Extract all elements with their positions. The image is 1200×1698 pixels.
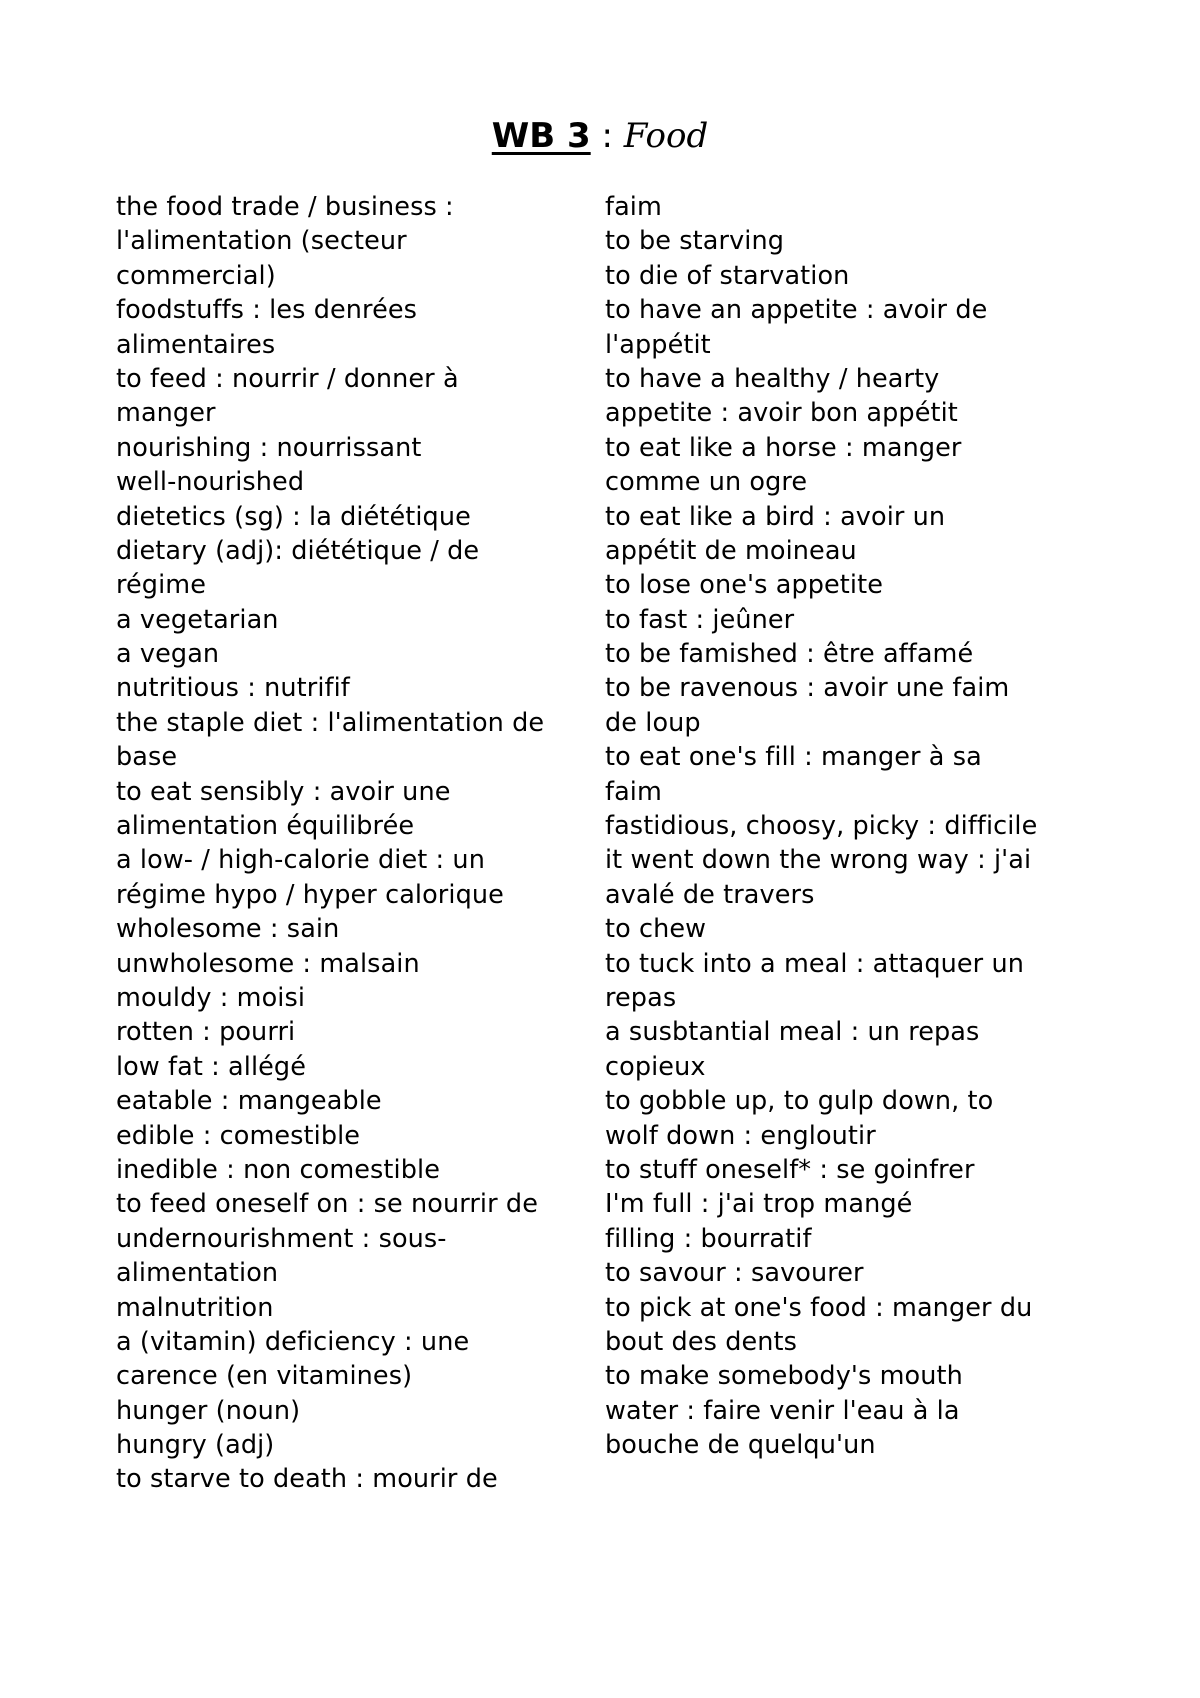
vocab-line: filling : bourratif — [605, 1223, 812, 1254]
vocab-line: l'alimentation (secteur — [116, 226, 407, 257]
vocab-line: dietary (adj): diététique / de — [116, 535, 480, 566]
vocab-line: bout des dents — [605, 1326, 798, 1357]
vocab-line: to chew — [605, 914, 707, 945]
vocab-line: edible : comestible — [116, 1120, 361, 1151]
vocab-line: to feed oneself on : se nourrir de — [116, 1189, 538, 1220]
vocab-line: to eat sensibly : avoir une — [116, 776, 451, 807]
vocab-line: to have a healthy / hearty — [605, 363, 940, 394]
vocab-line: to eat like a bird : avoir un — [605, 501, 946, 532]
vocab-line: to feed : nourrir / donner à — [116, 363, 459, 394]
vocab-line: I'm full : j'ai trop mangé — [605, 1189, 913, 1220]
vocab-line: copieux — [605, 1051, 706, 1082]
vocab-line: to eat like a horse : manger — [605, 432, 962, 463]
vocab-line: the staple diet : l'alimentation de — [116, 707, 545, 738]
vocab-line: to gobble up, to gulp down, to — [605, 1086, 994, 1117]
vocab-line: wholesome : sain — [116, 914, 340, 945]
vocab-line: régime — [116, 570, 207, 601]
vocab-line: a low- / high-calorie diet : un — [116, 845, 485, 876]
vocab-line: nutritious : nutrifif — [116, 673, 350, 704]
vocab-line: to starve to death : mourir de — [116, 1464, 498, 1495]
vocab-line: it went down the wrong way : j'ai — [605, 845, 1032, 876]
vocab-line: to be ravenous : avoir une faim — [605, 673, 1010, 704]
title-separator: : — [601, 116, 613, 156]
vocab-line: unwholesome : malsain — [116, 948, 420, 979]
vocab-line: a vegan — [116, 639, 220, 670]
vocab-line: de loup — [605, 707, 701, 738]
vocab-line: to eat one's fill : manger à sa — [605, 742, 982, 773]
vocab-line: régime hypo / hyper calorique — [116, 879, 504, 910]
vocab-line: rotten : pourri — [116, 1017, 296, 1048]
vocab-line: wolf down : engloutir — [605, 1120, 876, 1151]
vocab-line: to be starving — [605, 226, 785, 257]
vocab-line: to make somebody's mouth — [605, 1361, 963, 1392]
vocab-line: a vegetarian — [116, 604, 279, 635]
vocabulary-column-right — [605, 190, 1105, 1462]
vocab-line: nourishing : nourrissant — [116, 432, 422, 463]
vocab-line: to have an appetite : avoir de — [605, 295, 988, 326]
vocab-line: faim — [605, 776, 662, 807]
vocab-line: hunger (noun) — [116, 1395, 301, 1426]
vocab-line: avalé de travers — [605, 879, 815, 910]
title-code: WB 3 — [491, 116, 591, 156]
vocab-line: commercial) — [116, 260, 276, 291]
vocab-line: to die of starvation — [605, 260, 850, 291]
vocab-line: l'appétit — [605, 329, 711, 360]
vocab-line: undernourishment : sous- — [116, 1223, 447, 1254]
vocab-line: to savour : savourer — [605, 1258, 864, 1289]
vocab-line: foodstuffs : les denrées — [116, 295, 418, 326]
vocab-line: to be famished : être affamé — [605, 639, 974, 670]
vocab-line: to fast : jeûner — [605, 604, 795, 635]
vocab-line: hungry (adj) — [116, 1430, 275, 1461]
vocab-line: dietetics (sg) : la diététique — [116, 501, 471, 532]
page-title — [0, 114, 1200, 158]
vocab-line: faim — [605, 192, 662, 222]
vocab-line: appetite : avoir bon appétit — [605, 398, 958, 429]
vocab-line: eatable : mangeable — [116, 1086, 382, 1117]
vocab-line: low fat : allégé — [116, 1051, 307, 1082]
vocab-line: to stuff oneself* : se goinfrer — [605, 1154, 975, 1185]
vocab-line: comme un ogre — [605, 467, 808, 498]
vocab-line: to pick at one's food : manger du — [605, 1292, 1033, 1323]
vocab-line: base — [116, 742, 178, 773]
vocab-line: appétit de moineau — [605, 535, 857, 566]
vocab-line: alimentation équilibrée — [116, 811, 415, 842]
vocab-line: a susbtantial meal : un repas — [605, 1017, 980, 1048]
vocabulary-column-left — [116, 190, 596, 1497]
vocab-line: repas — [605, 982, 677, 1013]
vocab-line: mouldy : moisi — [116, 982, 306, 1013]
vocab-line: carence (en vitamines) — [116, 1361, 413, 1392]
vocab-line: to tuck into a meal : attaquer un — [605, 948, 1024, 979]
vocab-line: bouche de quelqu'un — [605, 1430, 876, 1461]
vocab-line: well-nourished — [116, 467, 305, 498]
vocab-line: malnutrition — [116, 1292, 274, 1323]
vocab-line: fastidious, choosy, picky : difficile — [605, 811, 1038, 842]
vocab-line: manger — [116, 398, 216, 429]
vocab-line: water : faire venir l'eau à la — [605, 1395, 960, 1426]
vocab-line: the food trade / business : — [116, 192, 454, 222]
vocab-line: alimentaires — [116, 329, 276, 360]
title-topic: Food — [623, 116, 709, 156]
vocab-line: a (vitamin) deficiency : une — [116, 1326, 470, 1357]
vocab-line: to lose one's appetite — [605, 570, 883, 601]
vocab-line: inedible : non comestible — [116, 1154, 440, 1185]
vocab-line: alimentation — [116, 1258, 279, 1289]
